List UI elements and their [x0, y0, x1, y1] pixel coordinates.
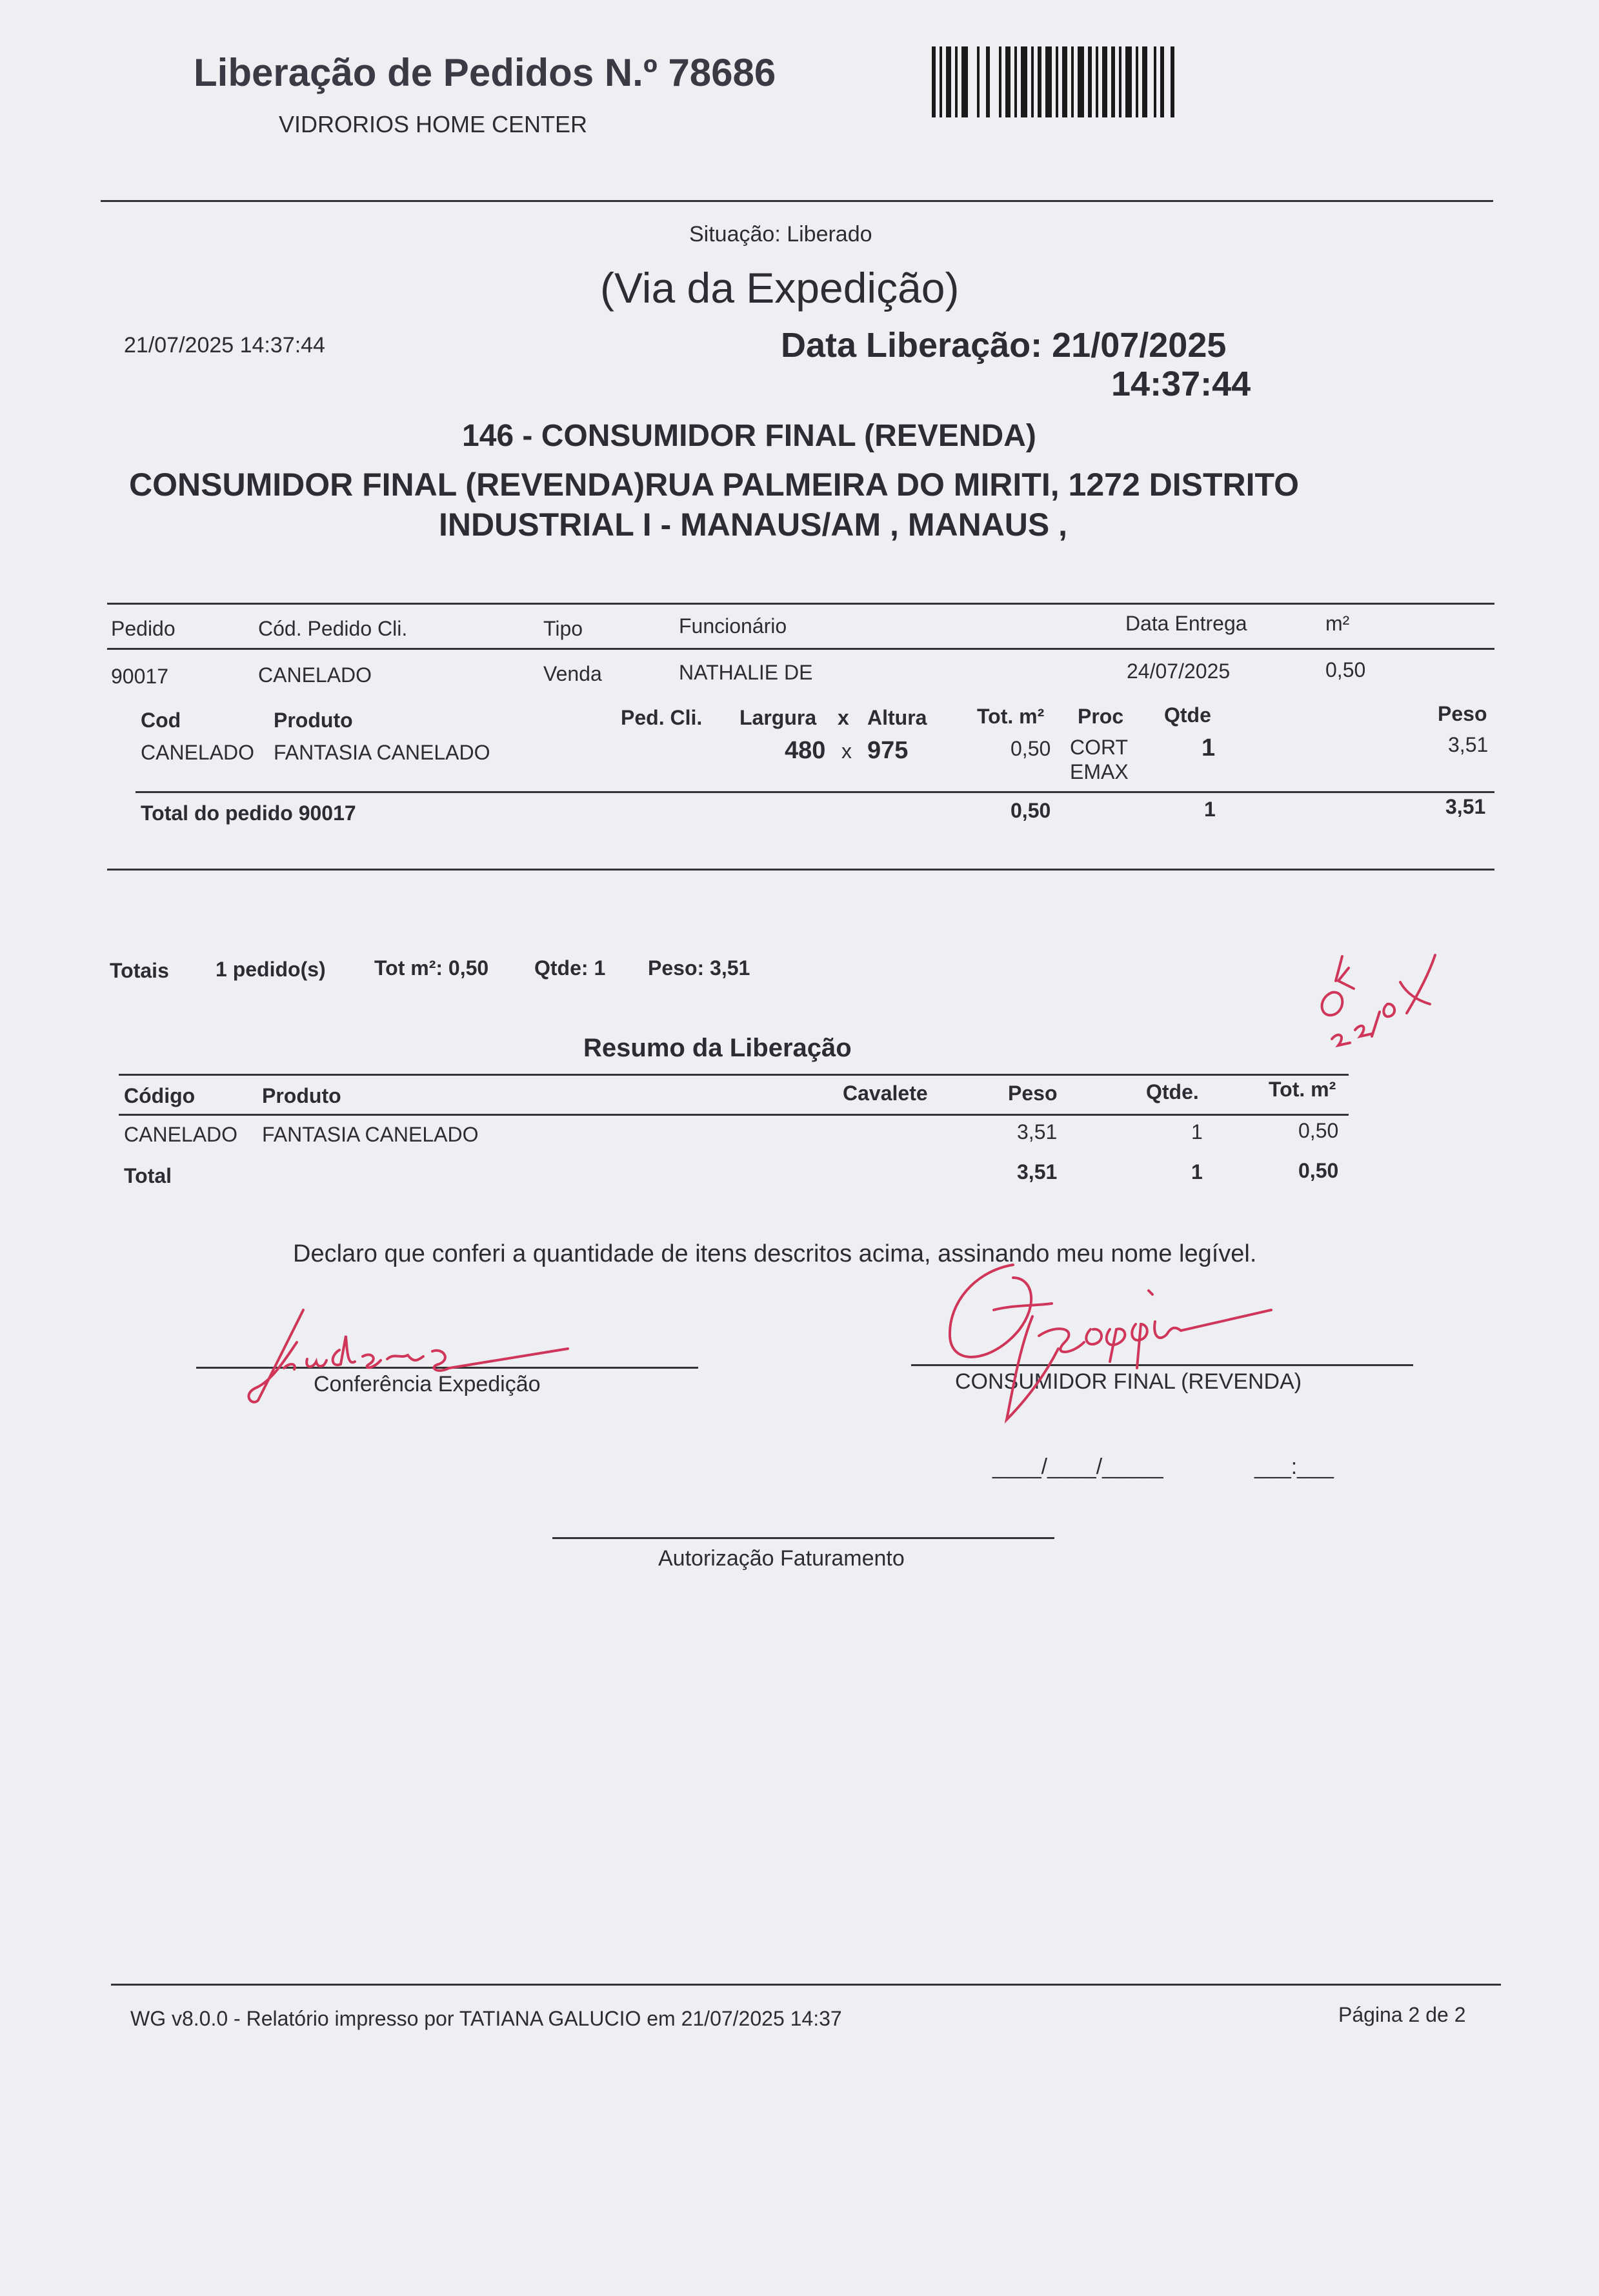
footer-printed-by: WG v8.0.0 - Relatório impresso por TATIANA GALUCIO em 21/07/2025 14:37	[130, 2007, 842, 2030]
col-header-m2: m²	[1325, 612, 1350, 635]
footer-divider	[111, 1984, 1501, 1986]
item-altura: 975	[867, 737, 909, 764]
summary-header-codigo: Código	[124, 1084, 196, 1107]
print-datetime: 21/07/2025 14:37:44	[124, 333, 325, 357]
summary-total-m2: 0,50	[1298, 1159, 1339, 1182]
order-delivery-date: 24/07/2025	[1127, 660, 1231, 683]
order-total-qtde: 1	[1204, 798, 1216, 821]
signature-label-conferencia: Conferência Expedição	[314, 1372, 541, 1396]
col-header-cod-pedido-cli: Cód. Pedido Cli.	[258, 617, 408, 640]
handwritten-signature-left	[245, 1297, 581, 1413]
item-qtde: 1	[1202, 734, 1216, 761]
totals-pedidos: 1 pedido(s)	[216, 958, 326, 981]
release-time: 14:37:44	[1111, 365, 1251, 403]
item-header-qtde: Qtde	[1164, 703, 1211, 727]
summary-header-qtde: Qtde.	[1146, 1080, 1199, 1103]
order-total-m2: 0,50	[1011, 799, 1051, 822]
summary-header-peso: Peso	[1008, 1082, 1058, 1105]
item-header-altura: Altura	[867, 706, 927, 729]
company-name: VIDRORIOS HOME CENTER	[279, 111, 588, 137]
order-employee: NATHALIE DE	[679, 661, 813, 684]
customer-address-line2: INDUSTRIAL I - MANAUS/AM , MANAUS ,	[439, 507, 1068, 543]
col-header-data-entrega: Data Entrega	[1125, 612, 1247, 635]
item-proc-emax: EMAX	[1070, 760, 1129, 783]
header-divider	[101, 200, 1493, 202]
order-type: Venda	[543, 662, 602, 685]
item-header-ped-cli: Ped. Cli.	[621, 706, 703, 729]
order-client-code: CANELADO	[258, 663, 372, 687]
col-header-pedido: Pedido	[111, 617, 176, 640]
summary-total-label: Total	[124, 1164, 172, 1187]
summary-total-peso: 3,51	[1017, 1160, 1058, 1183]
item-header-produto: Produto	[274, 709, 353, 732]
handwritten-ok-mark	[1303, 942, 1452, 1071]
order-number: 90017	[111, 665, 168, 688]
order-total-line	[136, 791, 1494, 793]
summary-row-qtde: 1	[1191, 1120, 1203, 1143]
customer-code: 146 - CONSUMIDOR FINAL (REVENDA)	[462, 419, 1036, 453]
summary-row-peso: 3,51	[1017, 1120, 1058, 1143]
status-text: Situação: Liberado	[689, 222, 872, 247]
totals-m2: Tot m²: 0,50	[374, 956, 489, 980]
signature-label-consumidor: CONSUMIDOR FINAL (REVENDA)	[955, 1369, 1302, 1394]
release-date: Data Liberação: 21/07/2025	[781, 326, 1227, 365]
declaration-text: Declaro que conferi a quantidade de itens descritos acima, assinando meu nome legível.	[293, 1240, 1257, 1267]
summary-total-qtde: 1	[1191, 1160, 1203, 1183]
summary-header-line	[119, 1114, 1349, 1116]
col-header-funcionario: Funcionário	[679, 614, 787, 638]
summary-row-codigo: CANELADO	[124, 1123, 238, 1146]
item-proc-cort: CORT	[1070, 736, 1129, 759]
summary-row-produto: FANTASIA CANELADO	[262, 1123, 479, 1146]
summary-title: Resumo da Liberação	[583, 1034, 852, 1062]
item-cod: CANELADO	[141, 741, 255, 764]
item-header-peso: Peso	[1438, 702, 1487, 725]
totals-peso: Peso: 3,51	[648, 956, 750, 980]
item-largura: 480	[785, 737, 826, 764]
item-header-proc: Proc	[1078, 705, 1124, 728]
item-header-x: x	[838, 706, 849, 729]
totals-qtde: Qtde: 1	[534, 956, 606, 980]
summary-header-tot-m2: Tot. m²	[1269, 1078, 1336, 1101]
handwritten-signature-right	[936, 1252, 1297, 1458]
copy-label: (Via da Expedição)	[600, 264, 960, 312]
customer-address-line1: CONSUMIDOR FINAL (REVENDA)RUA PALMEIRA DO MIRITI, 1272 DISTRITO	[129, 467, 1300, 503]
item-tot-m2: 0,50	[1011, 737, 1051, 760]
summary-top-line	[119, 1074, 1349, 1076]
item-peso: 3,51	[1448, 733, 1489, 756]
date-blanks: ____/____/_____	[992, 1455, 1163, 1479]
totals-label: Totais	[110, 959, 169, 982]
order-table-top-line	[107, 603, 1494, 605]
order-total-peso: 3,51	[1445, 795, 1486, 818]
item-x: x	[841, 740, 852, 763]
footer-page-number: Página 2 de 2	[1338, 2003, 1466, 2026]
summary-row-tot-m2: 0,50	[1298, 1119, 1339, 1142]
barcode	[932, 46, 1177, 117]
order-table-header-line	[107, 648, 1494, 650]
summary-header-produto: Produto	[262, 1084, 341, 1107]
item-produto: FANTASIA CANELADO	[274, 741, 490, 764]
order-table-bottom-line	[107, 869, 1494, 871]
authorization-line	[552, 1537, 1054, 1539]
col-header-tipo: Tipo	[543, 617, 583, 640]
order-m2: 0,50	[1325, 658, 1366, 681]
item-header-cod: Cod	[141, 709, 181, 732]
order-total-label: Total do pedido 90017	[141, 801, 356, 825]
authorization-label: Autorização Faturamento	[658, 1546, 905, 1571]
summary-header-cavalete: Cavalete	[843, 1082, 928, 1105]
item-header-tot-m2: Tot. m²	[977, 705, 1045, 728]
item-header-largura: Largura	[739, 706, 817, 729]
time-blanks: ___:___	[1254, 1455, 1334, 1479]
document-title: Liberação de Pedidos N.º 78686	[194, 51, 776, 94]
